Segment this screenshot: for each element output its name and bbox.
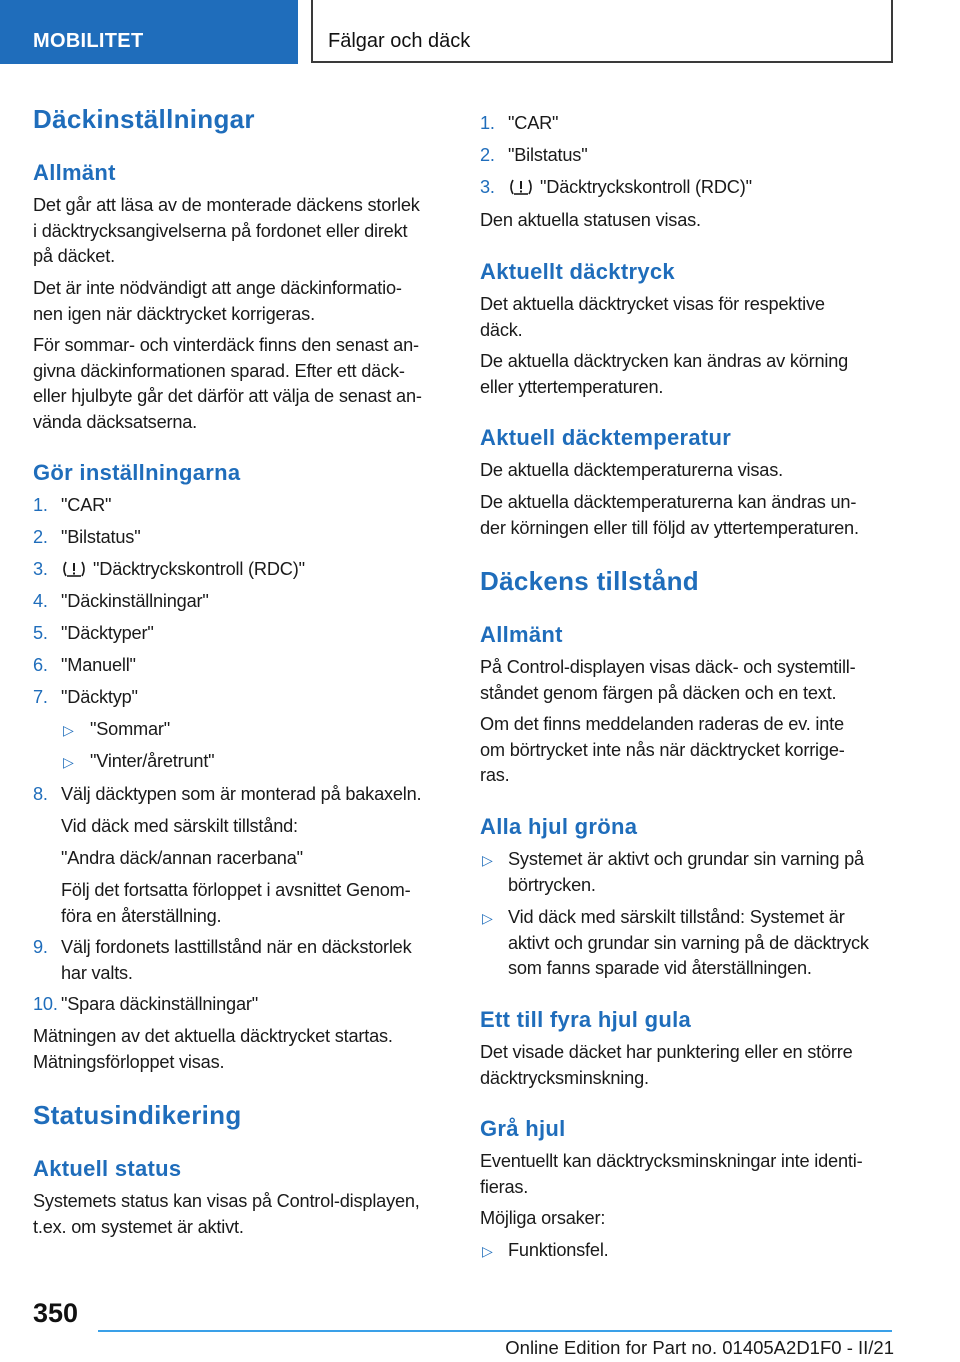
paragraph: Det är inte nödvändigt att ange däckinformatio- nen igen när däcktrycket korrigeras. bbox=[33, 278, 402, 324]
subheading-current-status: Aktuell status bbox=[33, 1156, 182, 1181]
list-item: 10. "Spara däckinställningar" bbox=[33, 994, 258, 1014]
bullet-item: ▷ Systemet är aktivt och grundar sin varning på börtrycken. bbox=[482, 849, 864, 895]
section-title: Däckinställningar bbox=[33, 104, 255, 134]
paragraph: De aktuella däcktemperaturerna kan ändras un- der körningen eller till följd av yttertemperaturen. bbox=[480, 492, 859, 538]
list-item: 9. Välj fordonets lasttillstånd när en däckstorlek har valts. bbox=[33, 937, 412, 983]
triangle-right-icon: ▷ bbox=[63, 722, 74, 738]
triangle-right-icon: ▷ bbox=[482, 852, 493, 868]
paragraph: Möjliga orsaker: bbox=[480, 1208, 606, 1228]
tire-pressure-warning-icon bbox=[61, 559, 87, 579]
list-item-note: Följ det fortsatta förloppet i avsnittet Genom- föra en återställning. bbox=[61, 880, 411, 926]
subheading-current-pressure: Aktuellt däcktryck bbox=[480, 259, 675, 284]
paragraph: Mätningen av det aktuella däcktrycket startas. Mätningsförloppet visas. bbox=[33, 1026, 393, 1072]
bullet-item: ▷ Vid däck med särskilt tillstånd: Systemet är aktivt och grundar sin varning på de däcktryck som fanns sparade vid återställningen. bbox=[482, 907, 869, 978]
chapter-header bbox=[311, 0, 893, 63]
triangle-right-icon: ▷ bbox=[482, 1243, 493, 1259]
subheading-yellow: Ett till fyra hjul gula bbox=[480, 1007, 692, 1032]
list-item: 3. "Däcktryckskontroll (RDC)" bbox=[33, 559, 305, 579]
subheading-current-temperature: Aktuell däcktemperatur bbox=[480, 425, 732, 450]
list-item: 2. "Bilstatus" bbox=[33, 527, 141, 547]
subheading-settings: Gör inställningarna bbox=[33, 460, 241, 485]
list-item: 5. "Däcktyper" bbox=[33, 623, 154, 643]
paragraph: Det aktuella däcktrycket visas för respektive däck. bbox=[480, 294, 825, 340]
paragraph: De aktuella däcktrycken kan ändras av körning eller yttertemperaturen. bbox=[480, 351, 849, 397]
paragraph: Det går att läsa av de monterade däckens storlek i däcktrycksangivelserna på fordonet eller direkt på däcket. bbox=[33, 195, 420, 266]
triangle-right-icon: ▷ bbox=[482, 910, 493, 926]
section-label: MOBILITET bbox=[33, 30, 144, 52]
subheading-general: Allmänt bbox=[33, 160, 116, 185]
paragraph: Det visade däcket har punktering eller en större däcktrycksminskning. bbox=[480, 1042, 853, 1088]
list-item: 4. "Däckinställningar" bbox=[33, 591, 209, 611]
paragraph: De aktuella däcktemperaturerna visas. bbox=[480, 460, 783, 480]
list-item: 1. "CAR" bbox=[33, 495, 112, 515]
list-item: 3. "Däcktryckskontroll (RDC)" bbox=[480, 177, 752, 197]
page-number: 350 bbox=[33, 1298, 79, 1328]
sub-list-item: ▷ "Vinter/åretrunt" bbox=[33, 749, 449, 775]
footer-edition: Online Edition for Part no. 01405A2D1F0 - II/21 bbox=[505, 1337, 894, 1358]
sub-list-item: ▷ "Sommar" bbox=[33, 717, 449, 743]
paragraph: På Control-displayen visas däck- och systemtill- ståndet genom färgen på däcken och en text. bbox=[480, 657, 856, 703]
list-item: 1. "CAR" bbox=[480, 113, 559, 133]
tire-pressure-warning-icon bbox=[508, 177, 534, 197]
footer-divider bbox=[98, 1330, 892, 1332]
list-item-note: "Andra däck/annan racerbana" bbox=[61, 848, 303, 868]
paragraph: Om det finns meddelanden raderas de ev. inte om börtrycket inte nås när däcktrycket korrige- ras. bbox=[480, 714, 845, 785]
section-title: Däckens tillstånd bbox=[480, 566, 699, 596]
paragraph: Den aktuella statusen visas. bbox=[480, 210, 701, 230]
triangle-right-icon: ▷ bbox=[63, 754, 74, 770]
paragraph: Systemets status kan visas på Control-displayen, t.ex. om systemet är aktivt. bbox=[33, 1191, 420, 1237]
list-item: 7. "Däcktyp" bbox=[33, 687, 138, 707]
section-title: Statusindikering bbox=[33, 1100, 242, 1130]
chapter-label: Fälgar och däck bbox=[328, 30, 471, 52]
list-item-note: Vid däck med särskilt tillstånd: bbox=[61, 816, 298, 836]
list-item: 2. "Bilstatus" bbox=[480, 145, 588, 165]
bullet-item: ▷ Funktionsfel. bbox=[480, 1238, 898, 1264]
list-item: 6. "Manuell" bbox=[33, 655, 136, 675]
paragraph: Eventuellt kan däcktrycksminskningar inte identi- fieras. bbox=[480, 1151, 863, 1197]
paragraph: För sommar- och vinterdäck finns den senast an- givna däckinformationen sparad. Efter ett däck- eller hjulbyte går det därför att välja de senast an- vända däcksatserna. bbox=[33, 335, 422, 432]
subheading-all-green: Alla hjul gröna bbox=[480, 814, 638, 839]
subheading-general: Allmänt bbox=[480, 622, 563, 647]
list-item: 8. Välj däcktypen som är monterad på bakaxeln. bbox=[33, 784, 422, 804]
subheading-grey: Grå hjul bbox=[480, 1116, 566, 1141]
section-tab bbox=[0, 0, 298, 64]
